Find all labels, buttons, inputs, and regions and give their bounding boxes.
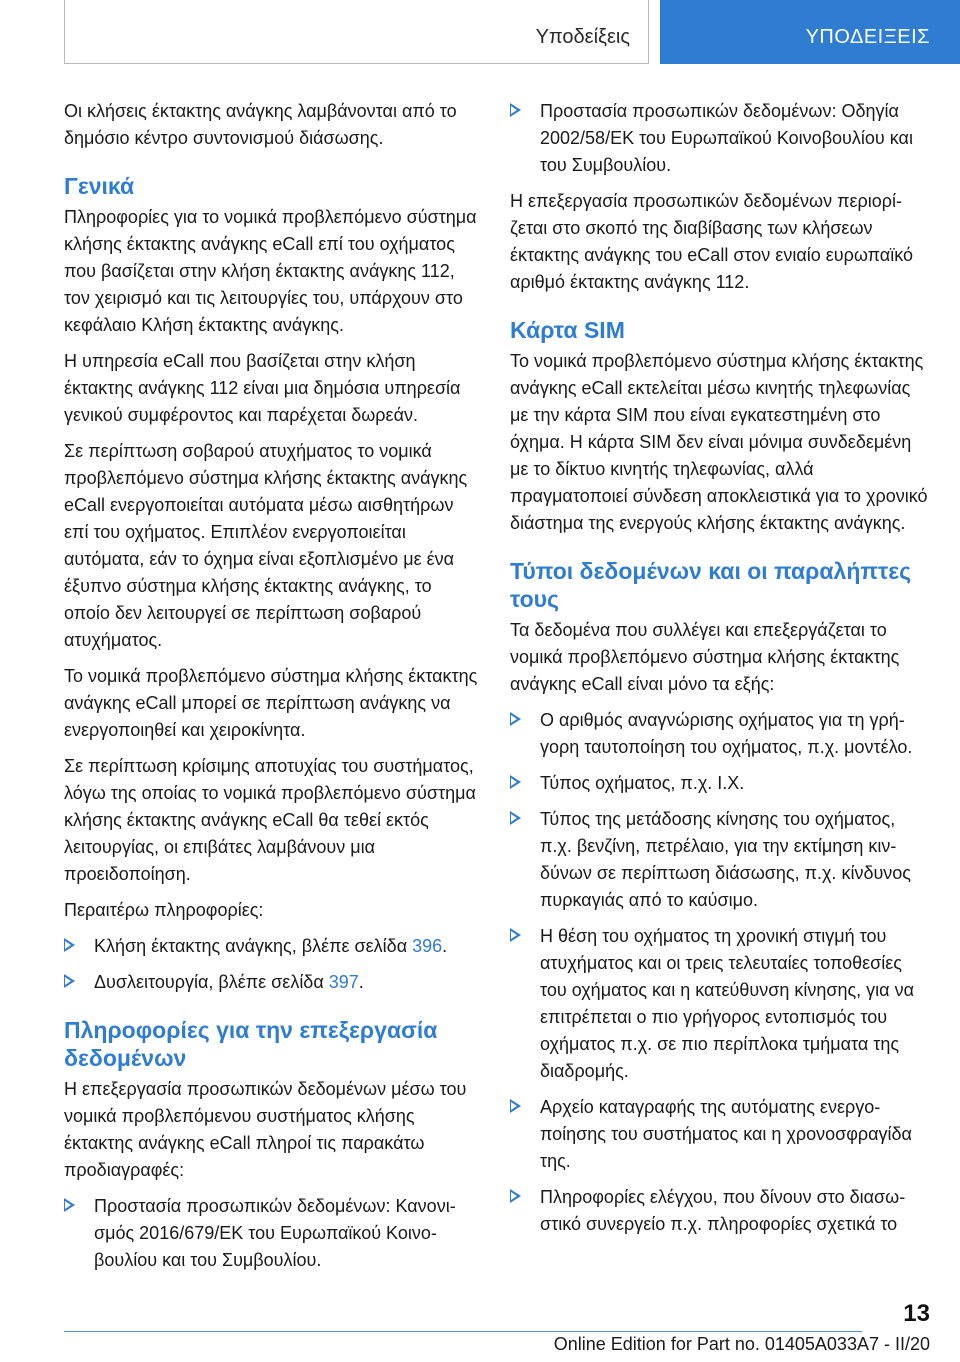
list-item-text: Αρχείο καταγραφής της αυτόματης ενεργοποίησης του συστήματος και η χρονοσφραγίδα της. bbox=[540, 1097, 912, 1171]
paragraph: Το νομικά προβλεπόμενο σύστημα κλήσης έκτακτης ανάγκης eCall μπορεί σε περίπτωση ανάγκης να ενεργοποιηθεί και χειροκίνητα. bbox=[64, 666, 478, 740]
header-section-tab bbox=[64, 0, 649, 64]
header-chapter-tab bbox=[660, 0, 960, 64]
header-chapter-title: ΥΠΟΔΕΙΞΕΙΣ bbox=[805, 26, 930, 48]
spec-list bbox=[64, 1193, 482, 1274]
header-section-title: Υποδείξεις bbox=[535, 26, 630, 48]
list-item-text: Τύπος οχήματος, π.χ. I.X. bbox=[540, 773, 745, 793]
paragraph: Περαιτέρω πληροφορίες: bbox=[64, 900, 264, 920]
triangle-bullet-icon bbox=[64, 974, 75, 988]
list-item bbox=[64, 969, 482, 996]
section-heading-sim-card: Κάρτα SIM bbox=[510, 317, 625, 343]
list-item bbox=[510, 1094, 928, 1175]
page-link[interactable]: 396 bbox=[412, 936, 443, 956]
list-item bbox=[510, 1184, 928, 1238]
paragraph: Οι κλήσεις έκτακτης ανάγκης λαμβάνονται από το δημόσιο κέντρο συντονισμού διάσωσης. bbox=[64, 101, 457, 148]
triangle-bullet-icon bbox=[510, 103, 521, 117]
list-item-text: Κλήση έκτακτης ανάγκης, βλέπε σελίδα bbox=[94, 936, 413, 956]
list-item-text: Η θέση του οχήματος τη χρονική στιγμή του ατυχήματος και οι τρεις τελευταίες τοποθεσίες του οχήματος και η κατεύθυνση κίνησης, για να επιτρέπεται ο πιο γρήγορος εντοπισμός του οχήματος π.χ. σε πιο περίπλοκα τμήματα της διαδρομής. bbox=[540, 926, 914, 1081]
section-heading-data-types: Τύποι δεδομένων και οι παραλήπτες τους bbox=[510, 558, 912, 612]
list-item-text: Προστασία προσωπικών δεδομένων: Οδηγία 2002/58/ΕΚ του Ευρωπαϊκού Κοινοβουλίου και του Συμβουλίου. bbox=[540, 101, 913, 175]
list-item bbox=[64, 933, 482, 960]
list-item-text: Ο αριθμός αναγνώρισης οχήματος για τη γρήγορη ταυτοποίηση του οχήματος, π.χ. μοντέλο. bbox=[540, 710, 913, 757]
triangle-bullet-icon bbox=[64, 1198, 75, 1212]
triangle-bullet-icon bbox=[510, 712, 521, 726]
list-item-text: Πληροφορίες ελέγχου, που δίνουν στο διασωστικό συνεργείο π.χ. πληροφορίες σχετικά το bbox=[540, 1187, 906, 1234]
list-item bbox=[64, 1193, 482, 1274]
right-column bbox=[510, 98, 928, 1247]
list-item-text: Προστασία προσωπικών δεδομένων: Κανονισμός 2016/679/ΕΚ του Ευρωπαϊκού Κοινοβουλίου και του Συμβουλίου. bbox=[94, 1196, 456, 1270]
triangle-bullet-icon bbox=[510, 811, 521, 825]
section-heading-general: Γενικά bbox=[64, 173, 135, 199]
list-item-end: . bbox=[358, 972, 364, 992]
triangle-bullet-icon bbox=[64, 938, 75, 952]
triangle-bullet-icon bbox=[510, 775, 521, 789]
paragraph: Σε περίπτωση σοβαρού ατυχήματος το νομικά προβλεπόμενο σύστημα κλήσης έκτακτης ανάγκης eCall ενεργοποιείται αυτόματα μέσω αισθητήρων επί του οχήματος. Επιπλέον ενεργοποιείται αυτόματα, εάν το όχημα είναι εξοπλισμένο με ένα έξυπνο σύστημα κλήσης έκτακτης ανάγκης, το οποίο δεν λειτουργεί σε περίπτωση σοβαρού ατυχήματος. bbox=[64, 441, 468, 650]
left-column bbox=[64, 98, 482, 1283]
spec-list-continued bbox=[510, 98, 928, 179]
list-item-text: Δυσλειτουργία, βλέπε σελίδα bbox=[94, 972, 329, 992]
list-item-end: . bbox=[442, 936, 448, 956]
further-info-list bbox=[64, 933, 482, 996]
list-item bbox=[510, 923, 928, 1085]
footer-edition: Online Edition for Part no. 01405A033A7 - II/20 bbox=[553, 1334, 930, 1354]
page-link[interactable]: 397 bbox=[328, 972, 359, 992]
list-item bbox=[510, 806, 928, 914]
paragraph: Η επεξεργασία προσωπικών δεδομένων περιορίζεται στο σκοπό της διαβίβασης των κλήσεων έκτακτης ανάγκης του eCall στον ενιαίο ευρωπαϊκό αριθμό έκτακτης ανάγκης 112. bbox=[510, 191, 913, 292]
section-heading-data-processing: Πληροφορίες για την επεξεργασία δεδομένων bbox=[64, 1017, 438, 1071]
triangle-bullet-icon bbox=[510, 1099, 521, 1113]
list-item bbox=[510, 770, 928, 797]
footer-divider bbox=[64, 1331, 862, 1332]
paragraph: Τα δεδομένα που συλλέγει και επεξεργάζεται το νομικά προβλεπόμενο σύστημα κλήσης έκτακτης ανάγκης eCall είναι μόνο τα εξής: bbox=[510, 620, 900, 694]
paragraph: Η επεξεργασία προσωπικών δεδομένων μέσω του νομικά προβλεπόμενου συστήματος κλήσης έκτακτης ανάγκης eCall πληροί τις παρακάτω προδιαγραφές: bbox=[64, 1079, 467, 1180]
list-item-text: Τύπος της μετάδοσης κίνησης του οχήματος, π.χ. βενζίνη, πετρέλαιο, για την εκτίμηση κινδύνων σε περίπτωση διάσωσης, π.χ. κίνδυνος πυρκαγιάς από το καύσιμο. bbox=[540, 809, 911, 910]
page-number: 13 bbox=[903, 1300, 930, 1327]
paragraph: Η υπηρεσία eCall που βασίζεται στην κλήση έκτακτης ανάγκης 112 είναι μια δημόσια υπηρεσία γενικού συμφέροντος και παρέχεται δωρεάν. bbox=[64, 351, 461, 425]
list-item bbox=[510, 98, 928, 179]
triangle-bullet-icon bbox=[510, 928, 521, 942]
list-item bbox=[510, 707, 928, 761]
paragraph: Το νομικά προβλεπόμενο σύστημα κλήσης έκτακτης ανάγκης eCall εκτελείται μέσω κινητής τηλεφωνίας με την κάρτα SIM που είναι εγκατεστημένη στο όχημα. Η κάρτα SIM δεν είναι μόνιμα συνδεδεμένη με το δίκτυο κινητής τηλεφωνίας, αλλά πραγματοποιεί σύνδεση αποκλειστικά για το χρονικό διάστημα της ενεργούς κλήσης έκτακτης ανάγκης. bbox=[510, 351, 928, 533]
data-types-list bbox=[510, 707, 928, 1238]
triangle-bullet-icon bbox=[510, 1189, 521, 1203]
paragraph: Πληροφορίες για το νομικά προβλεπόμενο σύστημα κλήσης έκτακτης ανάγκης eCall επί του οχήματος που βασίζεται στην κλήση έκτακτης ανάγκης 112, τον χειρισμό και τις λειτουργίες του, υπάρχουν στο κεφάλαιο Κλήση έκτακτης ανάγκης. bbox=[64, 207, 477, 335]
paragraph: Σε περίπτωση κρίσιμης αποτυχίας του συστήματος, λόγω της οποίας το νομικά προβλεπόμενο σύστημα κλήσης έκτακτης ανάγκης eCall θα τεθεί εκτός λειτουργίας, οι επιβάτες λαμβάνουν μια προειδοποίηση. bbox=[64, 756, 476, 884]
